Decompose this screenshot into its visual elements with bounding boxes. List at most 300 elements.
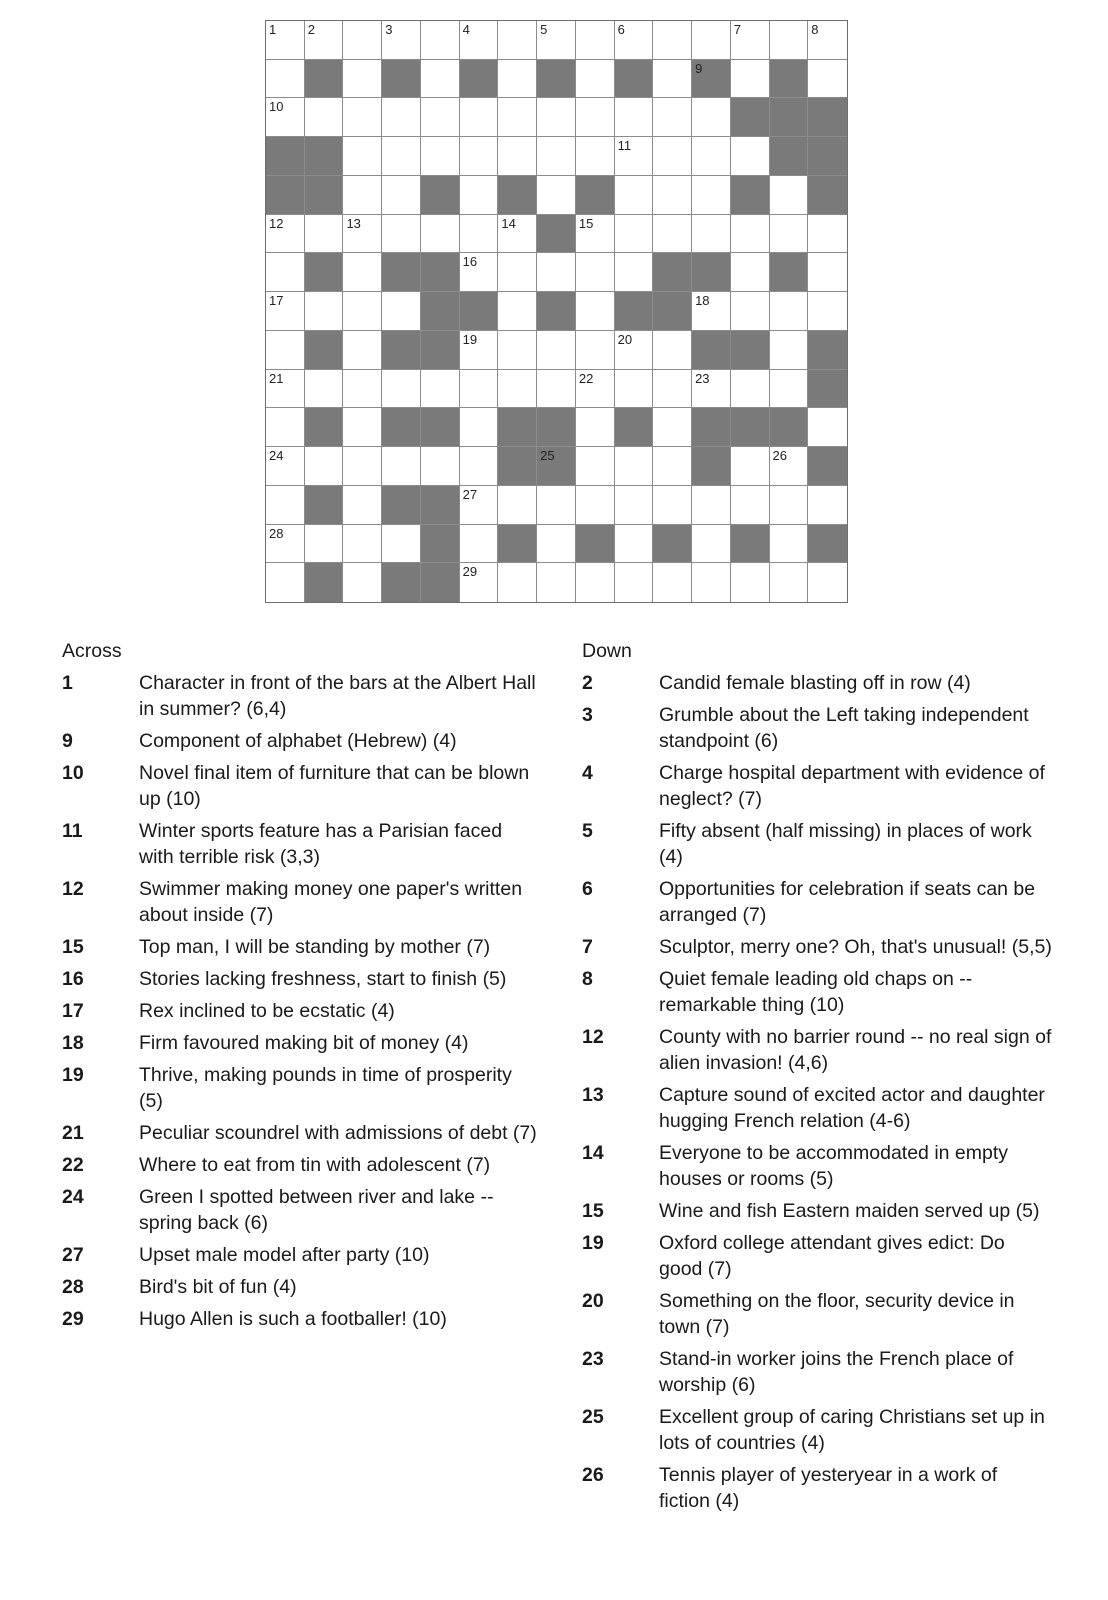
grid-cell[interactable] — [692, 292, 731, 331]
grid-cell[interactable] — [808, 408, 847, 447]
clue-text: Everyone to be accommodated in empty houses or rooms (5) — [659, 1142, 1009, 1190]
grid-block — [770, 408, 809, 447]
clue-number: 16 — [62, 968, 84, 990]
across-clue — [62, 670, 537, 722]
grid-cell[interactable] — [498, 292, 537, 331]
grid-block — [731, 525, 770, 564]
clue-number: 21 — [62, 1122, 84, 1144]
grid-block — [305, 60, 344, 99]
clue-text: Component of alphabet (Hebrew) (4) — [139, 730, 457, 752]
clue-number: 5 — [582, 820, 593, 842]
across-clue — [62, 1306, 537, 1332]
cell-number: 26 — [772, 448, 787, 464]
clue-number: 26 — [582, 1464, 604, 1486]
grid-cell[interactable] — [808, 215, 847, 254]
grid-block — [537, 408, 576, 447]
down-clue — [582, 934, 1052, 960]
grid-cell[interactable] — [421, 98, 460, 137]
grid-cell[interactable] — [615, 447, 654, 486]
grid-block — [421, 253, 460, 292]
clue-text: Quiet female leading old chaps on -- remarkable thing (10) — [659, 968, 973, 1016]
grid-cell[interactable] — [343, 525, 382, 564]
grid-cell[interactable] — [770, 370, 809, 409]
grid-cell[interactable] — [421, 21, 460, 60]
grid-cell[interactable] — [576, 447, 615, 486]
grid-cell[interactable] — [653, 137, 692, 176]
cell-number: 4 — [462, 22, 470, 37]
across-clue — [62, 934, 537, 960]
grid-cell[interactable] — [615, 486, 654, 525]
grid-cell[interactable] — [731, 486, 770, 525]
clue-text: Hugo Allen is such a footballer! (10) — [139, 1308, 447, 1330]
grid-cell[interactable] — [498, 370, 537, 409]
grid-cell[interactable] — [653, 408, 692, 447]
down-clue — [582, 1198, 1052, 1224]
clue-number: 8 — [582, 968, 593, 990]
clue-number: 17 — [62, 1000, 84, 1022]
grid-cell[interactable] — [653, 563, 692, 602]
grid-block — [382, 408, 421, 447]
grid-cell[interactable] — [770, 176, 809, 215]
grid-cell[interactable] — [460, 253, 499, 292]
grid-cell[interactable] — [460, 176, 499, 215]
clue-number: 3 — [582, 704, 593, 726]
crossword-grid — [265, 20, 848, 603]
grid-cell[interactable] — [576, 60, 615, 99]
grid-cell[interactable] — [266, 21, 305, 60]
grid-cell[interactable] — [808, 486, 847, 525]
grid-cell[interactable] — [343, 292, 382, 331]
clue-number: 12 — [582, 1026, 604, 1048]
grid-block — [537, 215, 576, 254]
grid-cell[interactable] — [382, 525, 421, 564]
grid-cell[interactable] — [305, 21, 344, 60]
clue-number: 2 — [582, 672, 593, 694]
grid-block — [382, 253, 421, 292]
grid-cell[interactable] — [421, 60, 460, 99]
clue-number: 29 — [62, 1308, 84, 1330]
grid-cell[interactable] — [576, 137, 615, 176]
cell-number: 3 — [385, 22, 393, 37]
cell-number: 22 — [578, 370, 594, 386]
grid-cell[interactable] — [266, 486, 305, 525]
across-clue — [62, 876, 537, 928]
grid-block — [808, 176, 847, 215]
grid-cell[interactable] — [615, 331, 654, 370]
grid-cell[interactable] — [266, 215, 305, 254]
grid-cell[interactable] — [615, 137, 654, 176]
cell-number: 28 — [269, 525, 284, 541]
cell-number: 12 — [269, 215, 284, 231]
grid-cell[interactable] — [460, 525, 499, 564]
down-clue — [582, 760, 1052, 812]
grid-cell[interactable] — [343, 486, 382, 525]
grid-cell[interactable] — [731, 60, 770, 99]
clue-number: 28 — [62, 1276, 84, 1298]
grid-cell[interactable] — [266, 370, 305, 409]
grid-block — [421, 408, 460, 447]
grid-cell[interactable] — [615, 563, 654, 602]
across-clue — [62, 998, 537, 1024]
grid-block — [421, 525, 460, 564]
grid-cell[interactable] — [343, 60, 382, 99]
cell-number: 8 — [811, 22, 819, 37]
grid-block — [460, 60, 499, 99]
grid-cell[interactable] — [692, 215, 731, 254]
grid-cell[interactable] — [692, 370, 731, 409]
grid-block — [615, 60, 654, 99]
grid-cell[interactable] — [615, 215, 654, 254]
grid-cell[interactable] — [498, 563, 537, 602]
grid-cell[interactable] — [537, 253, 576, 292]
grid-cell[interactable] — [305, 292, 344, 331]
grid-cell[interactable] — [770, 21, 809, 60]
grid-cell[interactable] — [498, 486, 537, 525]
cell-number: 17 — [269, 293, 284, 309]
grid-block — [808, 525, 847, 564]
grid-cell[interactable] — [266, 98, 305, 137]
grid-cell[interactable] — [343, 253, 382, 292]
grid-cell[interactable] — [537, 525, 576, 564]
grid-cell[interactable] — [460, 563, 499, 602]
grid-cell[interactable] — [808, 253, 847, 292]
grid-cell[interactable] — [460, 447, 499, 486]
cell-number: 25 — [540, 448, 555, 464]
grid-cell[interactable] — [266, 447, 305, 486]
grid-cell[interactable] — [421, 215, 460, 254]
grid-cell[interactable] — [653, 60, 692, 99]
grid-block — [537, 447, 576, 486]
down-clue — [582, 876, 1052, 928]
grid-cell[interactable] — [382, 447, 421, 486]
grid-cell[interactable] — [266, 525, 305, 564]
grid-cell[interactable] — [498, 253, 537, 292]
grid-cell[interactable] — [808, 563, 847, 602]
grid-cell[interactable] — [537, 370, 576, 409]
grid-cell[interactable] — [808, 292, 847, 331]
grid-cell[interactable] — [770, 525, 809, 564]
grid-cell[interactable] — [692, 563, 731, 602]
grid-cell[interactable] — [343, 447, 382, 486]
clue-number: 13 — [582, 1084, 604, 1106]
grid-block — [305, 486, 344, 525]
grid-block — [498, 447, 537, 486]
grid-block — [653, 292, 692, 331]
grid-cell[interactable] — [343, 137, 382, 176]
down-clue-list — [582, 670, 1052, 1514]
grid-cell[interactable] — [343, 408, 382, 447]
cell-number: 1 — [269, 22, 277, 37]
grid-block — [421, 292, 460, 331]
grid-block — [615, 292, 654, 331]
grid-cell[interactable] — [460, 215, 499, 254]
clue-number: 24 — [62, 1186, 84, 1208]
grid-block — [653, 525, 692, 564]
grid-cell[interactable] — [537, 563, 576, 602]
clue-text: Oxford college attendant gives edict: Do good (7) — [659, 1232, 1005, 1280]
down-clue — [582, 1140, 1052, 1192]
grid-block — [731, 176, 770, 215]
cell-number: 15 — [578, 215, 594, 231]
across-clue — [62, 966, 537, 992]
grid-block — [731, 98, 770, 137]
cell-number: 18 — [695, 293, 710, 309]
grid-cell[interactable] — [653, 331, 692, 370]
grid-cell[interactable] — [498, 331, 537, 370]
clue-text: Novel final item of furniture that can be blown up (10) — [139, 762, 530, 810]
grid-block — [498, 525, 537, 564]
grid-cell[interactable] — [576, 486, 615, 525]
clue-text: Rex inclined to be ecstatic (4) — [139, 1000, 395, 1022]
grid-cell[interactable] — [770, 215, 809, 254]
grid-cell[interactable] — [498, 21, 537, 60]
grid-block — [498, 408, 537, 447]
down-clue — [582, 1346, 1052, 1398]
grid-block — [382, 60, 421, 99]
grid-cell[interactable] — [576, 98, 615, 137]
grid-cell[interactable] — [460, 331, 499, 370]
grid-cell[interactable] — [343, 98, 382, 137]
clue-text: Charge hospital department with evidence of neglect? (7) — [659, 762, 1045, 810]
grid-block — [305, 137, 344, 176]
clue-number: 9 — [62, 730, 73, 752]
cell-number: 20 — [617, 331, 633, 347]
grid-cell[interactable] — [731, 253, 770, 292]
clue-text: Stand-in worker joins the French place of worship (6) — [659, 1348, 1014, 1396]
grid-block — [692, 60, 731, 99]
grid-cell[interactable] — [343, 176, 382, 215]
grid-block — [808, 447, 847, 486]
grid-cell[interactable] — [343, 215, 382, 254]
grid-cell[interactable] — [692, 137, 731, 176]
grid-cell[interactable] — [421, 447, 460, 486]
grid-cell[interactable] — [460, 486, 499, 525]
down-clue — [582, 702, 1052, 754]
grid-cell[interactable] — [305, 525, 344, 564]
across-clues — [62, 638, 537, 1338]
grid-cell[interactable] — [305, 447, 344, 486]
clue-text: Excellent group of caring Christians set up in lots of countries (4) — [659, 1406, 1045, 1454]
grid-block — [421, 486, 460, 525]
grid-cell[interactable] — [537, 98, 576, 137]
down-clue — [582, 1462, 1052, 1514]
down-clue — [582, 670, 1052, 696]
clue-text: Grumble about the Left taking independent standpoint (6) — [659, 704, 1029, 752]
across-clue — [62, 1120, 537, 1146]
cell-number: 21 — [269, 370, 284, 386]
grid-cell[interactable] — [498, 215, 537, 254]
grid-cell[interactable] — [731, 563, 770, 602]
grid-cell[interactable] — [653, 176, 692, 215]
grid-cell[interactable] — [498, 98, 537, 137]
clue-text: Wine and fish Eastern maiden served up (5) — [659, 1200, 1040, 1222]
grid-cell[interactable] — [770, 563, 809, 602]
clue-number: 20 — [582, 1290, 604, 1312]
across-clue — [62, 1274, 537, 1300]
grid-block — [382, 486, 421, 525]
grid-cell[interactable] — [653, 370, 692, 409]
grid-cell[interactable] — [653, 21, 692, 60]
grid-cell[interactable] — [382, 176, 421, 215]
clue-number: 18 — [62, 1032, 84, 1054]
grid-cell[interactable] — [421, 370, 460, 409]
grid-block — [692, 447, 731, 486]
grid-block — [537, 292, 576, 331]
grid-cell[interactable] — [382, 21, 421, 60]
grid-cell[interactable] — [653, 98, 692, 137]
grid-cell[interactable] — [576, 21, 615, 60]
grid-cell[interactable] — [770, 331, 809, 370]
clue-number: 19 — [582, 1232, 604, 1254]
grid-cell[interactable] — [382, 137, 421, 176]
grid-cell[interactable] — [537, 331, 576, 370]
cell-number: 6 — [617, 22, 625, 37]
down-clue — [582, 1288, 1052, 1340]
grid-cell[interactable] — [653, 486, 692, 525]
down-clue — [582, 818, 1052, 870]
clue-number: 10 — [62, 762, 84, 784]
clue-number: 27 — [62, 1244, 84, 1266]
grid-cell[interactable] — [460, 137, 499, 176]
grid-cell[interactable] — [576, 563, 615, 602]
clue-number: 23 — [582, 1348, 604, 1370]
clue-text: Candid female blasting off in row (4) — [659, 672, 971, 694]
grid-block — [421, 176, 460, 215]
grid-cell[interactable] — [692, 21, 731, 60]
clue-text: Winter sports feature has a Parisian faced with terrible risk (3,3) — [139, 820, 503, 868]
grid-cell[interactable] — [576, 253, 615, 292]
across-clue — [62, 1184, 537, 1236]
clue-number: 15 — [582, 1200, 604, 1222]
grid-cell[interactable] — [537, 137, 576, 176]
grid-block — [421, 563, 460, 602]
grid-cell[interactable] — [460, 408, 499, 447]
clue-text: Firm favoured making bit of money (4) — [139, 1032, 469, 1054]
grid-cell[interactable] — [615, 525, 654, 564]
grid-cell[interactable] — [770, 486, 809, 525]
grid-cell[interactable] — [731, 447, 770, 486]
grid-cell[interactable] — [343, 331, 382, 370]
grid-block — [305, 253, 344, 292]
grid-cell[interactable] — [266, 563, 305, 602]
across-clue — [62, 1062, 537, 1114]
grid-cell[interactable] — [537, 21, 576, 60]
grid-cell[interactable] — [576, 292, 615, 331]
cell-number: 2 — [307, 22, 315, 37]
grid-cell[interactable] — [692, 486, 731, 525]
grid-block — [808, 331, 847, 370]
grid-cell[interactable] — [615, 176, 654, 215]
grid-block — [692, 253, 731, 292]
grid-cell[interactable] — [460, 98, 499, 137]
grid-cell[interactable] — [266, 292, 305, 331]
cell-number: 10 — [269, 99, 284, 115]
grid-cell[interactable] — [382, 98, 421, 137]
grid-cell[interactable] — [653, 447, 692, 486]
grid-block — [305, 563, 344, 602]
clue-number: 6 — [582, 878, 593, 900]
grid-cell[interactable] — [692, 176, 731, 215]
grid-cell[interactable] — [731, 21, 770, 60]
grid-cell[interactable] — [266, 253, 305, 292]
across-clue — [62, 818, 537, 870]
grid-cell[interactable] — [731, 215, 770, 254]
grid-cell[interactable] — [576, 370, 615, 409]
grid-cell[interactable] — [615, 21, 654, 60]
grid-cell[interactable] — [808, 21, 847, 60]
grid-cell[interactable] — [382, 370, 421, 409]
grid-cell[interactable] — [731, 370, 770, 409]
cell-number: 13 — [346, 215, 361, 231]
grid-cell[interactable] — [266, 408, 305, 447]
clue-text: Tennis player of yesteryear in a work of fiction (4) — [659, 1464, 998, 1512]
grid-cell[interactable] — [576, 408, 615, 447]
cell-number: 9 — [695, 60, 703, 76]
grid-cell[interactable] — [382, 215, 421, 254]
grid-cell[interactable] — [615, 253, 654, 292]
grid-block — [382, 331, 421, 370]
cell-number: 23 — [695, 370, 710, 386]
grid-cell[interactable] — [498, 137, 537, 176]
clue-text: Bird's bit of fun (4) — [139, 1276, 297, 1298]
grid-block — [692, 331, 731, 370]
grid-cell[interactable] — [498, 60, 537, 99]
across-clue — [62, 1152, 537, 1178]
grid-cell[interactable] — [305, 98, 344, 137]
grid-cell[interactable] — [576, 331, 615, 370]
clue-text: Top man, I will be standing by mother (7) — [139, 936, 491, 958]
grid-cell[interactable] — [266, 331, 305, 370]
grid-cell[interactable] — [692, 98, 731, 137]
grid-cell[interactable] — [460, 370, 499, 409]
grid-cell[interactable] — [770, 447, 809, 486]
grid-cell[interactable] — [343, 21, 382, 60]
grid-cell[interactable] — [305, 215, 344, 254]
grid-cell[interactable] — [343, 563, 382, 602]
clue-text: Capture sound of excited actor and daughter hugging French relation (4-6) — [659, 1084, 1045, 1132]
grid-block — [305, 331, 344, 370]
clue-text: Stories lacking freshness, start to finish (5) — [139, 968, 507, 990]
clue-number: 11 — [62, 820, 83, 842]
grid-cell[interactable] — [421, 137, 460, 176]
grid-cell[interactable] — [537, 486, 576, 525]
clue-number: 12 — [62, 878, 84, 900]
grid-cell[interactable] — [653, 215, 692, 254]
grid-cell[interactable] — [343, 370, 382, 409]
grid-cell[interactable] — [731, 137, 770, 176]
clue-number: 19 — [62, 1064, 84, 1086]
grid-cell[interactable] — [808, 60, 847, 99]
grid-cell[interactable] — [770, 292, 809, 331]
grid-block — [808, 98, 847, 137]
grid-cell[interactable] — [576, 215, 615, 254]
grid-cell[interactable] — [460, 21, 499, 60]
grid-cell[interactable] — [305, 370, 344, 409]
grid-cell[interactable] — [615, 370, 654, 409]
clue-number: 25 — [582, 1406, 604, 1428]
cell-number: 16 — [462, 254, 478, 270]
grid-cell[interactable] — [537, 176, 576, 215]
grid-cell[interactable] — [266, 60, 305, 99]
grid-block — [498, 176, 537, 215]
grid-cell[interactable] — [731, 292, 770, 331]
grid-block — [421, 331, 460, 370]
clue-text: Swimmer making money one paper's written about inside (7) — [139, 878, 523, 926]
grid-cell[interactable] — [382, 292, 421, 331]
cell-number: 14 — [501, 215, 516, 231]
grid-cell[interactable] — [692, 525, 731, 564]
grid-cell[interactable] — [615, 98, 654, 137]
